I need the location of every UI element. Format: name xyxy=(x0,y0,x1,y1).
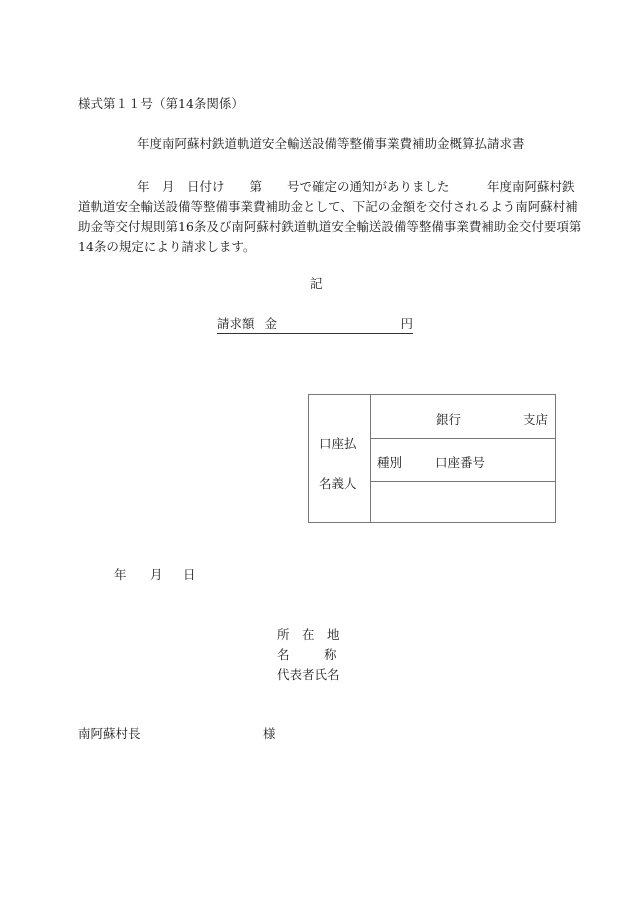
name-label-part1: 名 xyxy=(277,647,290,662)
account-holder-label-cell xyxy=(309,395,371,522)
body-line-1: 年 月 日付け 第 号で確定の通知がありました 年度南阿蘇村鉄 xyxy=(137,179,575,194)
account-type-row xyxy=(370,438,555,482)
date-day: 日 xyxy=(183,567,196,582)
claim-label: 請求額 xyxy=(217,316,255,331)
holder-name-row xyxy=(370,481,555,522)
account-holder-label: 名義人 xyxy=(319,476,357,491)
name-label-part2: 称 xyxy=(324,647,337,662)
form-number: 様式第１１号（第14条関係） xyxy=(78,96,244,111)
body-line-2: 道軌道安全輸送設備等整備事業費補助金として、下記の金額を交付されるよう南阿蘇村補 xyxy=(78,199,578,214)
claim-yen: 円 xyxy=(400,316,413,331)
bank-label: 銀行 xyxy=(436,412,462,427)
branch-label: 支店 xyxy=(522,412,548,427)
claim-amount-line xyxy=(217,318,413,334)
bank-row xyxy=(370,395,555,439)
body-line-4: 14条の規定により請求します。 xyxy=(78,239,256,254)
ki-heading: 記 xyxy=(310,276,323,291)
addressee-honorific: 様 xyxy=(263,726,276,741)
representative-label: 代表者氏名 xyxy=(277,667,340,682)
address-label: 所 在 地 xyxy=(277,627,340,642)
document-title: 年度南阿蘇村鉄道軌道安全輸送設備等整備事業費補助金概算払請求書 xyxy=(137,136,525,151)
addressee-name: 南阿蘇村長 xyxy=(78,726,141,741)
account-transfer-label: 口座払 xyxy=(319,436,357,451)
account-number-label: 口座番号 xyxy=(435,455,486,470)
body-line-3: 助金等交付規則第16条及び南阿蘇村鉄道軌道安全輸送設備等整備事業費補助金交付要項第 xyxy=(78,219,582,234)
account-type-label: 種別 xyxy=(377,455,403,470)
date-month: 月 xyxy=(150,567,163,582)
date-year: 年 xyxy=(114,567,127,582)
bank-account-table xyxy=(308,394,556,523)
claim-kin: 金 xyxy=(264,316,278,331)
